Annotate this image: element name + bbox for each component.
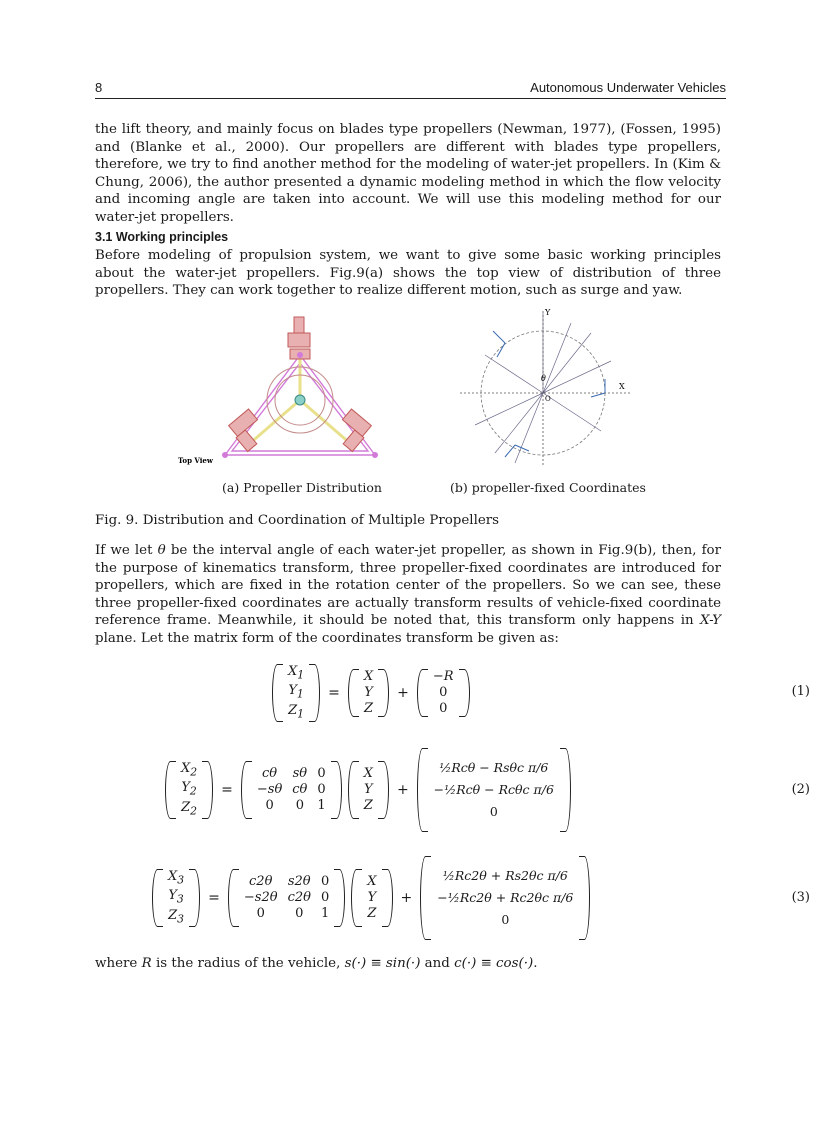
subfig-b-caption: (b) propeller-fixed Coordinates: [450, 480, 646, 495]
y-axis-label: Y: [545, 308, 551, 317]
top-view-label: Top View: [178, 456, 213, 465]
subfig-a-caption: (a) Propeller Distribution: [222, 480, 382, 495]
header-rule: [95, 98, 726, 99]
section-heading: 3.1 Working principles: [95, 230, 229, 244]
local-axes: [493, 331, 605, 457]
figure-caption: Fig. 9. Distribution and Coordination of Multiple Propellers: [95, 513, 500, 528]
equation-2: $X_2$ $Y_2$ $Z_2$ = cθ sθ 0 −sθ cθ 0 0 0 1 X Y Z + ½Rcθ − Rsθc π/6 −½Rcθ − Rcθc π/6 0: [165, 748, 571, 832]
body-paragraph: If we let θ be the interval angle of each water-jet propeller, as shown in Fig.9(b), then, for the purpose of kinematics transform, three propeller-fixed coordinates are introduced for propellers, which are fixed in the rotation center of the propellers. So we can see, these three propeller-fixed coordinates are actually transform results of vehicle-fixed coordinate reference frame. Meanwhile, it should be noted that, this transform only happens in X-Y plane. Let the matrix form of the coordinates transform be given as:: [95, 543, 721, 646]
where-line: where R is the radius of the vehicle, s(·) ≡ sin(·) and c(·) ≡ cos(·).: [95, 956, 538, 971]
intro-paragraph: the lift theory, and mainly focus on blades type propellers (Newman, 1977), (Fossen, 1995) and (Blanke et al., 2000). Our propellers are different with blades type propellers, therefore, we try to find another method for the modeling of water-jet propellers. In (Kim & Chung, 2006), the author presented a dynamic modeling method in which the flow velocity and incoming angle are taken into account. We will use this modeling method for our water-jet propellers.: [95, 122, 721, 225]
equation-3-number: (3): [791, 890, 810, 905]
origin-label: O: [545, 395, 551, 403]
theta-label: θ: [541, 374, 546, 383]
equation-1: $X_1$ $Y_1$ $Z_1$ = X Y Z + −R 0 0: [272, 664, 470, 722]
page-number: 8: [95, 80, 103, 95]
section-paragraph: Before modeling of propulsion system, we want to give some basic working principles about the water-jet propellers. Fig.9(a) shows the top view of distribution of three propellers. They can work together to realize different motion, such as surge and yaw.: [95, 248, 721, 298]
equation-1-number: (1): [791, 684, 810, 699]
propeller-coordinates-figure: [455, 305, 640, 470]
equation-3: $X_3$ $Y_3$ $Z_3$ = c2θ s2θ 0 −s2θ c2θ 0 0 0 1 X Y Z + ½Rc2θ + Rs2θc π/6 −½Rc2θ + Rc2θc π/6 0: [152, 856, 590, 940]
x-axis-label: X: [619, 382, 625, 391]
equation-2-number: (2): [791, 782, 810, 797]
center-hub: [295, 395, 305, 405]
running-title: Autonomous Underwater Vehicles: [530, 80, 726, 95]
propeller-distribution-figure: [170, 305, 430, 470]
running-header: [95, 80, 726, 98]
